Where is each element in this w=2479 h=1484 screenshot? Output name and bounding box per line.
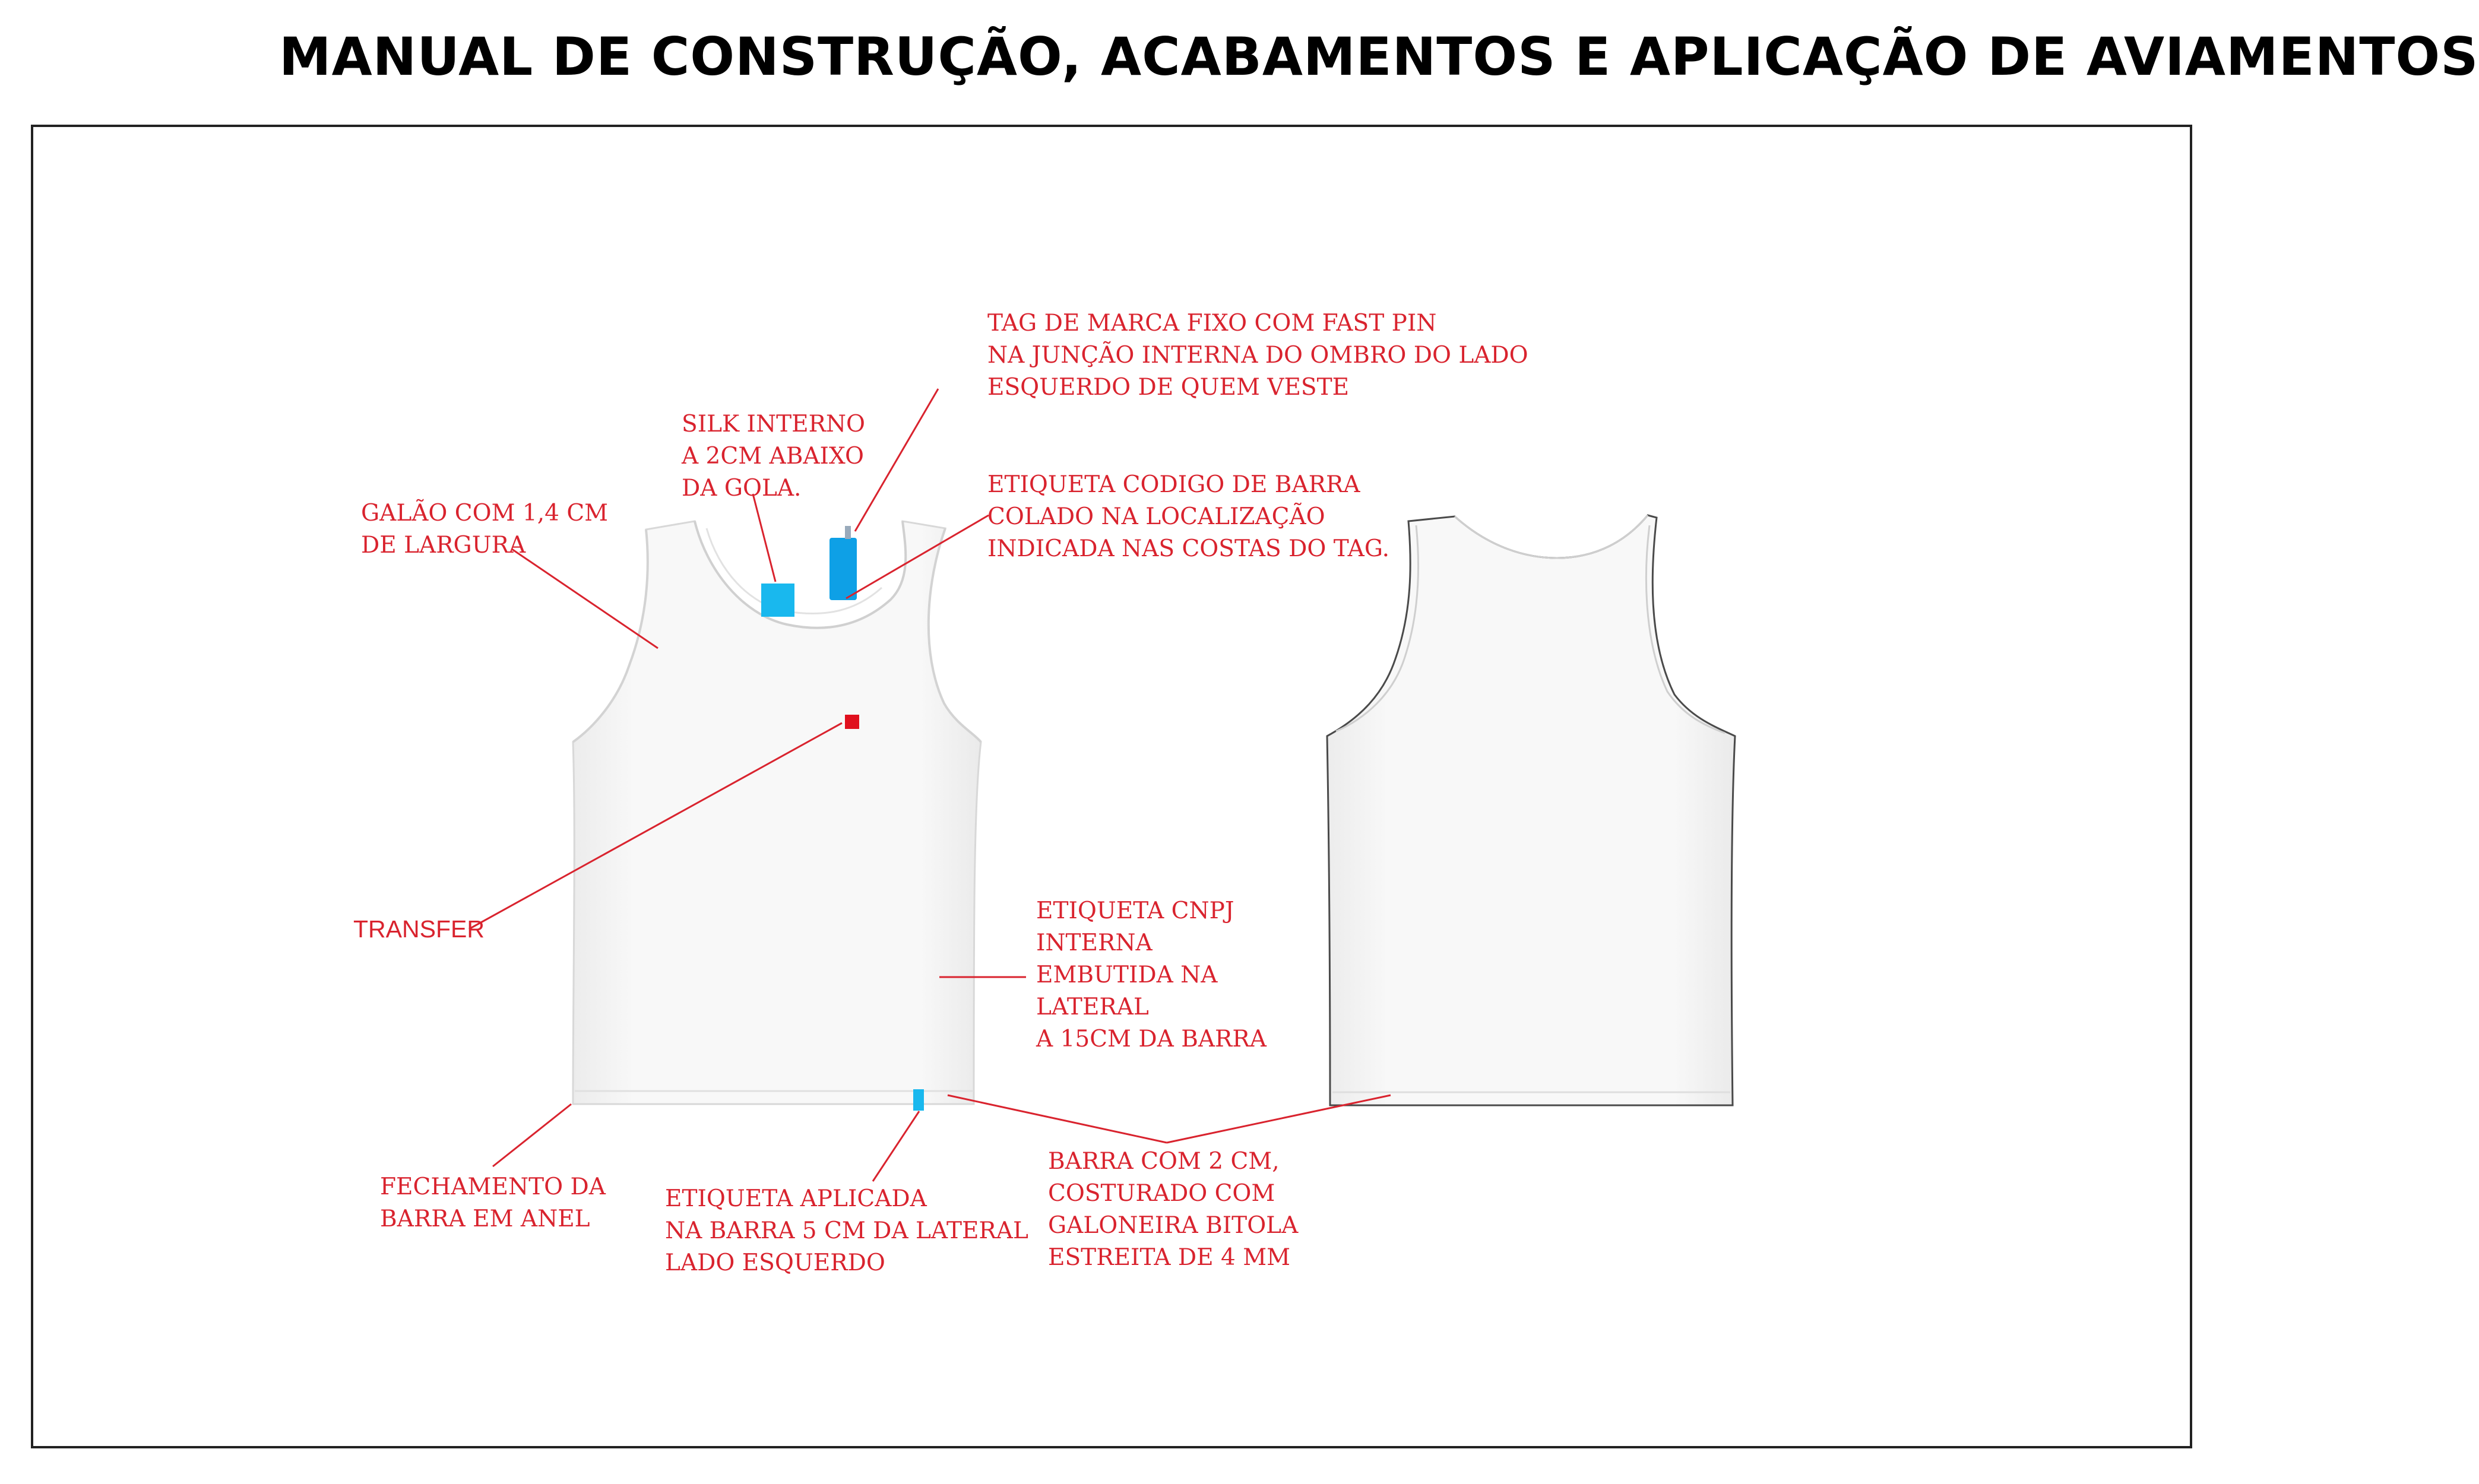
silk-marker [761, 584, 794, 617]
transfer-marker [845, 715, 859, 729]
back-tank-top [1327, 515, 1735, 1105]
page-title: MANUAL DE CONSTRUÇÃO, ACABAMENTOS E APLICAÇÃO DE AVIAMENTOS [279, 26, 2479, 87]
brand-tag-marker [830, 538, 857, 600]
annotation-galao: GALÃO COM 1,4 CM DE LARGURA [361, 500, 609, 559]
annotation-etiqueta-codigo: ETIQUETA CODIGO DE BARRA COLADO NA LOCALIZAÇÃO INDICADA NAS COSTAS DO TAG. [987, 471, 1389, 562]
hem-label-marker [913, 1089, 924, 1111]
annotation-transfer: TRANSFER [353, 915, 485, 943]
annotation-silk: SILK INTERNO A 2CM ABAIXO DA GOLA. [682, 411, 866, 502]
annotation-tag-marca: TAG DE MARCA FIXO COM FAST PIN NA JUNÇÃO INTERNA DO OMBRO DO LADO ESQUERDO DE QUEM VESTE [987, 310, 1528, 401]
tag-pin-marker [845, 526, 851, 539]
annotation-etiqueta-cnpj: ETIQUETA CNPJ INTERNA EMBUTIDA NA LATERAL A 15CM DA BARRA [1036, 898, 1267, 1052]
annotation-fechamento: FECHAMENTO DA BARRA EM ANEL [380, 1174, 606, 1232]
annotation-etiqueta-aplicada: ETIQUETA APLICADA NA BARRA 5 CM DA LATERAL LADO ESQUERDO [665, 1185, 1028, 1276]
annotation-barra: BARRA COM 2 CM, COSTURADO COM GALONEIRA BITOLA ESTREITA DE 4 MM [1048, 1148, 1299, 1271]
